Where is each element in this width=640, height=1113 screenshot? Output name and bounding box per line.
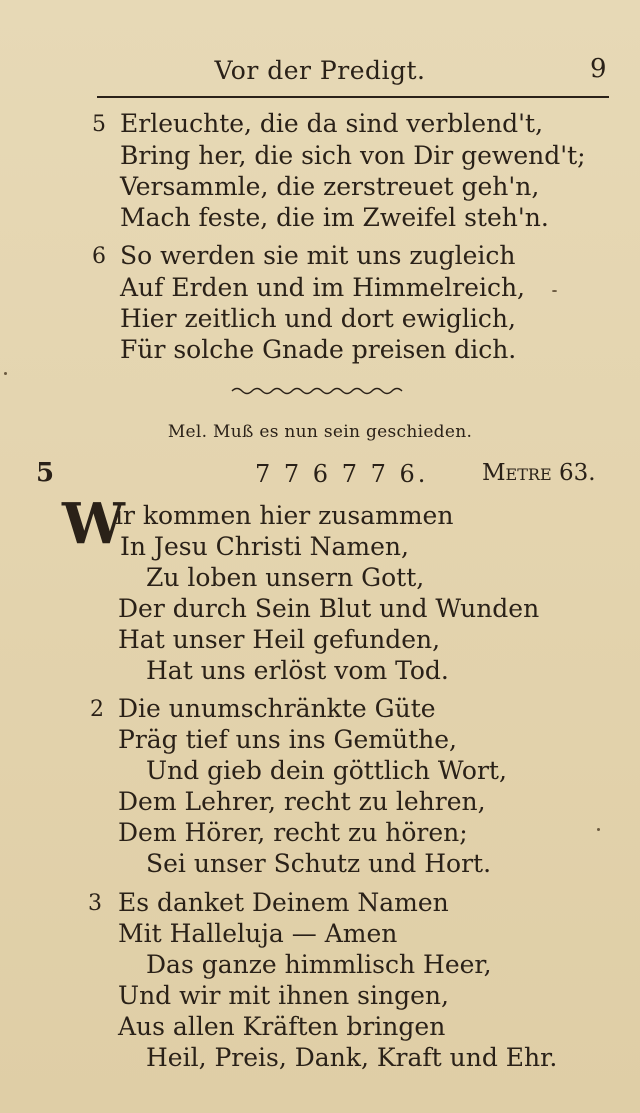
verse-line: ir kommen hier zusammen <box>115 501 454 530</box>
verse-line: In Jesu Christi Namen, <box>120 532 409 561</box>
verse-line: Hat uns erlöst vom Tod. <box>146 656 449 685</box>
stanza-number: 6 <box>92 244 106 269</box>
verse-line: Die unumschränkte Güte <box>118 694 436 723</box>
verse-line: Dem Lehrer, recht zu lehren, <box>118 787 486 816</box>
verse-line: Aus allen Kräften bringen <box>118 1012 446 1041</box>
verse-line: Bring her, die sich von Dir gewend't; <box>120 141 586 170</box>
header-rule <box>97 96 609 98</box>
drop-cap: W <box>62 491 125 557</box>
verse-line: Hier zeitlich und dort ewiglich, <box>120 304 516 333</box>
verse-line: Präg tief uns ins Gemüthe, <box>118 725 457 754</box>
paper-speck <box>597 828 600 831</box>
verse-line: Mach feste, die im Zweifel steh'n. <box>120 203 549 232</box>
stanza-number: 2 <box>90 697 104 722</box>
page-number: 9 <box>590 54 607 84</box>
verse-line: Für solche Gnade preisen dich. <box>120 335 517 364</box>
hymn-number: 5 <box>36 458 55 488</box>
melody-indication: Mel. Muß es nun sein geschieden. <box>167 422 473 442</box>
ornament-divider <box>230 384 406 398</box>
verse-line: Hat unser Heil gefunden, <box>118 625 441 654</box>
verse-line: Zu loben unsern Gott, <box>146 563 425 592</box>
verse-line: Mit Halleluja — Amen <box>118 919 398 948</box>
verse-line: Und wir mit ihnen singen, <box>118 981 449 1010</box>
verse-line: Heil, Preis, Dank, Kraft und Ehr. <box>146 1043 558 1072</box>
running-header: Vor der Predigt. <box>214 56 426 85</box>
verse-line: Dem Hörer, recht zu hören; <box>118 818 468 847</box>
verse-line: Der durch Sein Blut und Wunden <box>118 594 540 623</box>
metre-label: Metre 63. <box>482 460 596 486</box>
paper-speck <box>4 372 7 375</box>
stanza-number: 3 <box>88 891 102 916</box>
verse-line: Das ganze himmlisch Heer, <box>146 950 492 979</box>
verse-line: Versammle, die zerstreuet geh'n, <box>120 172 540 201</box>
verse-line: Und gieb dein göttlich Wort, <box>146 756 507 785</box>
verse-line: Es danket Deinem Namen <box>118 888 449 917</box>
stanza-number: 5 <box>92 112 106 137</box>
verse-line: So werden sie mit uns zugleich <box>120 241 516 270</box>
meter-pattern: 7 7 6 7 7 6. <box>255 460 429 488</box>
verse-line: Sei unser Schutz und Hort. <box>146 849 492 878</box>
verse-line: Erleuchte, die da sind verblend't, <box>120 109 544 138</box>
verse-line: Auf Erden und im Himmelreich, <box>120 273 525 302</box>
paper-speck <box>552 290 557 292</box>
